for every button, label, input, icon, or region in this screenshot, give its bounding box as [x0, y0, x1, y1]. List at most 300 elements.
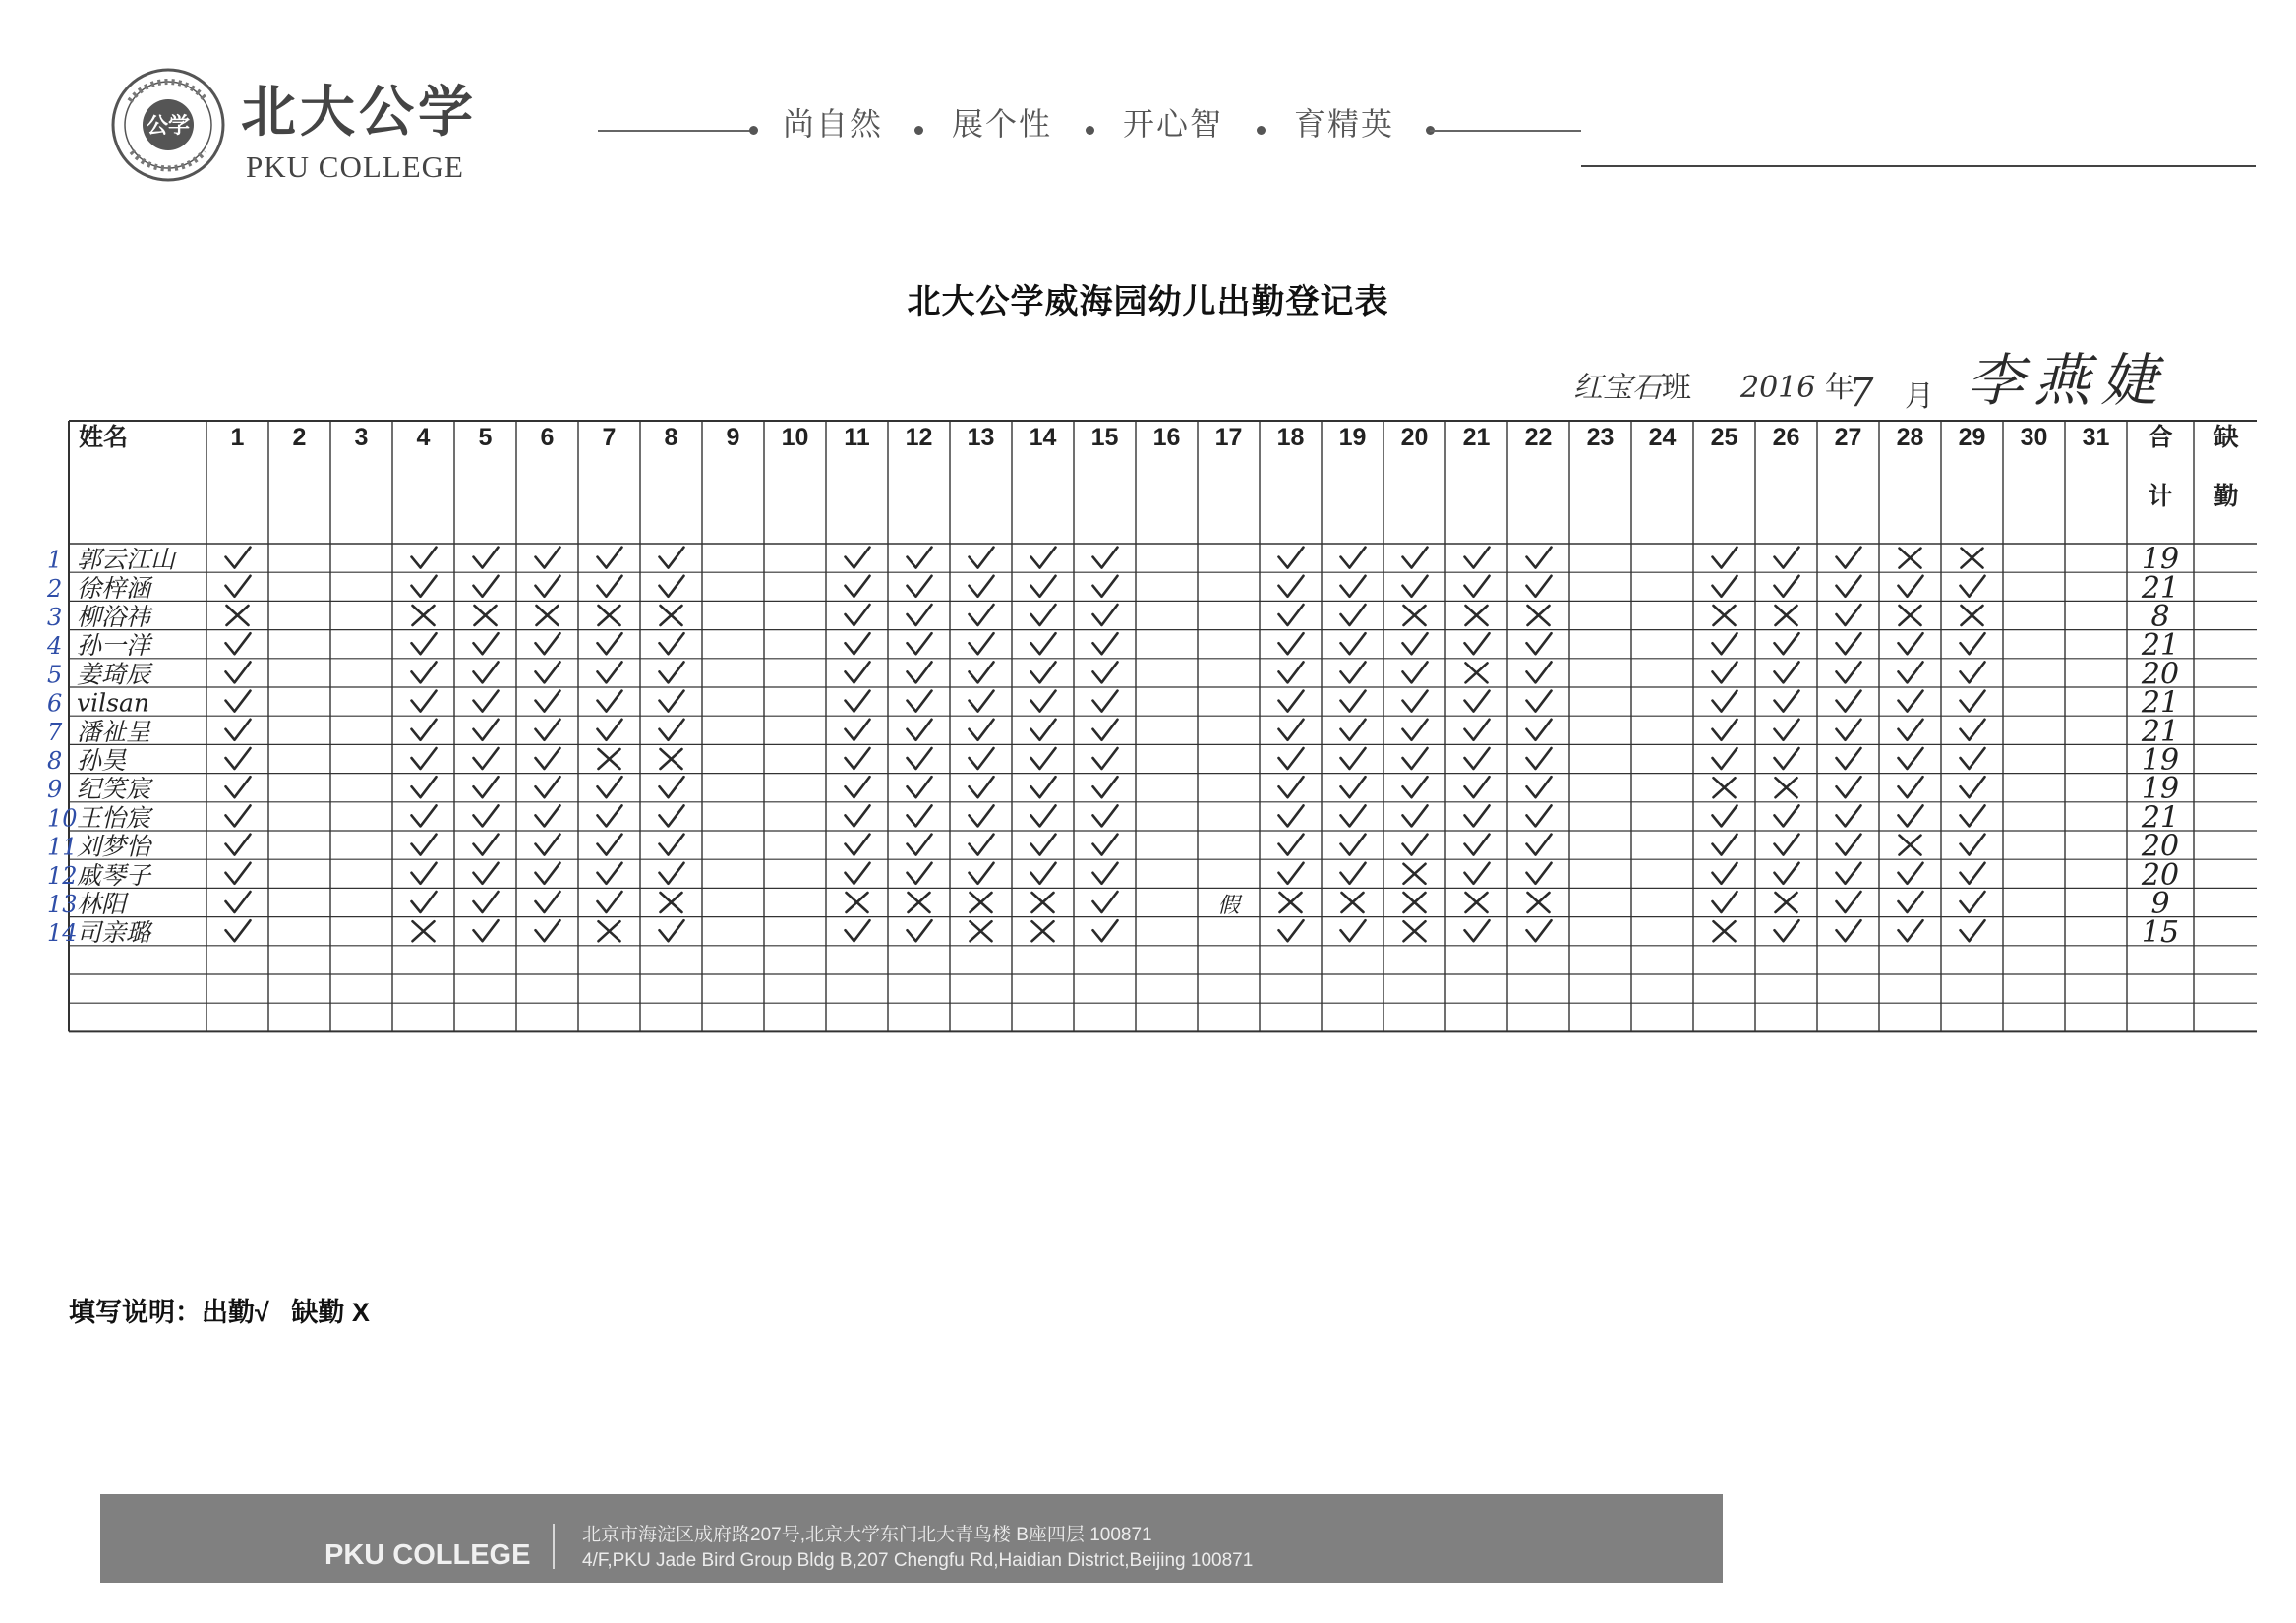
page-title: 北大公学威海园幼儿出勤登记表	[907, 283, 1389, 320]
present-check-mark	[1279, 691, 1304, 712]
present-check-mark	[1961, 835, 1985, 855]
present-check-mark	[846, 748, 870, 769]
present-check-mark	[536, 748, 560, 769]
student-name: vilsan	[77, 688, 149, 718]
absent-cross-mark	[413, 921, 435, 941]
present-check-mark	[1899, 691, 1923, 712]
student-name: 林阳	[77, 890, 127, 918]
present-check-mark	[1713, 748, 1737, 769]
absent-cross-mark	[599, 921, 620, 941]
present-check-mark	[1279, 863, 1304, 884]
present-check-mark	[1341, 691, 1366, 712]
present-check-mark	[474, 777, 499, 797]
day-header-30: 30	[2020, 424, 2048, 451]
day-header-14: 14	[1029, 424, 1057, 451]
present-check-mark	[1403, 548, 1428, 568]
present-check-mark	[1775, 835, 1799, 855]
present-check-mark	[474, 835, 499, 855]
day-header-13: 13	[967, 424, 995, 451]
day-header-26: 26	[1772, 424, 1800, 451]
absent-cross-mark	[1900, 836, 1921, 855]
row-number: 2	[47, 574, 63, 603]
present-check-mark	[1403, 805, 1428, 826]
present-check-mark	[1527, 863, 1552, 884]
present-check-mark	[1465, 748, 1490, 769]
present-check-mark	[846, 835, 870, 855]
present-check-mark	[1837, 548, 1861, 568]
student-name: 刘梦怡	[77, 832, 151, 861]
row-total: 20	[2141, 857, 2180, 893]
student-name: 徐梓涵	[77, 573, 151, 603]
present-check-mark	[1279, 548, 1304, 568]
present-check-mark	[908, 920, 932, 941]
present-check-mark	[970, 863, 994, 884]
absent-cross-mark	[1714, 921, 1736, 941]
row-total: 21	[2141, 800, 2180, 836]
present-check-mark	[1837, 892, 1861, 912]
present-check-mark	[1961, 720, 1985, 740]
present-check-mark	[598, 662, 622, 682]
present-check-mark	[1961, 920, 1985, 941]
present-check-mark	[412, 805, 437, 826]
present-check-mark	[1837, 576, 1861, 597]
row-number: 4	[47, 632, 63, 661]
present-check-mark	[970, 691, 994, 712]
present-check-mark	[536, 892, 560, 912]
present-check-mark	[474, 662, 499, 682]
present-check-mark	[1279, 576, 1304, 597]
present-check-mark	[226, 748, 251, 769]
row-number: 8	[47, 747, 63, 775]
present-check-mark	[1031, 720, 1056, 740]
present-check-mark	[226, 633, 251, 654]
present-check-mark	[660, 720, 684, 740]
present-check-mark	[1961, 691, 1985, 712]
present-check-mark	[474, 892, 499, 912]
present-check-mark	[1093, 633, 1118, 654]
present-check-mark	[474, 633, 499, 654]
present-check-mark	[1899, 720, 1923, 740]
present-check-mark	[598, 548, 622, 568]
day-header-27: 27	[1834, 424, 1862, 451]
present-check-mark	[1341, 777, 1366, 797]
present-check-mark	[1961, 662, 1985, 682]
row-total: 15	[2141, 915, 2180, 951]
day-header-28: 28	[1896, 424, 1924, 451]
absent-cross-mark	[847, 893, 868, 912]
present-check-mark	[970, 576, 994, 597]
present-check-mark	[1527, 548, 1552, 568]
present-check-mark	[846, 691, 870, 712]
present-check-mark	[846, 576, 870, 597]
present-check-mark	[1341, 576, 1366, 597]
row-number: 10	[47, 804, 78, 833]
motto-word-3: 开心智	[1123, 106, 1224, 142]
row-number: 5	[47, 661, 63, 689]
present-check-mark	[908, 662, 932, 682]
absent-cross-mark	[1528, 893, 1550, 912]
present-check-mark	[1403, 576, 1428, 597]
class-suffix: 班	[1662, 371, 1691, 405]
present-check-mark	[1713, 662, 1737, 682]
present-check-mark	[1527, 805, 1552, 826]
present-check-mark	[1527, 777, 1552, 797]
present-check-mark	[846, 805, 870, 826]
present-check-mark	[1403, 777, 1428, 797]
present-check-mark	[1031, 662, 1056, 682]
present-check-mark	[1713, 835, 1737, 855]
day-header-19: 19	[1338, 424, 1367, 451]
present-check-mark	[1403, 748, 1428, 769]
absent-cross-mark	[1404, 921, 1426, 941]
absent-cross-mark	[599, 606, 620, 625]
present-check-mark	[226, 576, 251, 597]
present-check-mark	[1403, 835, 1428, 855]
present-check-mark	[226, 720, 251, 740]
present-check-mark	[1093, 548, 1118, 568]
row-total: 21	[2141, 628, 2180, 664]
present-check-mark	[1899, 777, 1923, 797]
present-check-mark	[970, 633, 994, 654]
present-check-mark	[1899, 805, 1923, 826]
present-check-mark	[598, 805, 622, 826]
present-check-mark	[1341, 920, 1366, 941]
note-present: 出勤√	[202, 1298, 269, 1327]
row-total: 21	[2141, 570, 2180, 606]
present-check-mark	[1093, 892, 1118, 912]
present-check-mark	[1341, 748, 1366, 769]
year-suffix: 年	[1824, 371, 1854, 405]
day-header-23: 23	[1586, 424, 1615, 451]
present-check-mark	[598, 835, 622, 855]
present-check-mark	[660, 576, 684, 597]
student-name: 王怡宸	[77, 803, 151, 833]
day-header-15: 15	[1090, 424, 1119, 451]
day-header-17: 17	[1214, 424, 1243, 451]
day-header-8: 8	[664, 424, 678, 451]
absent-cross-mark	[1962, 606, 1983, 625]
present-check-mark	[970, 748, 994, 769]
present-check-mark	[970, 720, 994, 740]
absent-cross-mark	[1776, 778, 1797, 797]
row-number: 13	[47, 891, 78, 918]
present-check-mark	[598, 691, 622, 712]
student-name: 潘祉呈	[77, 717, 151, 746]
month-suffix: 月	[1905, 379, 1934, 414]
present-check-mark	[1341, 605, 1366, 625]
present-check-mark	[1341, 863, 1366, 884]
present-check-mark	[1775, 576, 1799, 597]
day-header-3: 3	[354, 424, 369, 451]
footer-band	[100, 1494, 1723, 1583]
present-check-mark	[660, 662, 684, 682]
present-check-mark	[412, 691, 437, 712]
present-check-mark	[226, 863, 251, 884]
present-check-mark	[970, 777, 994, 797]
present-check-mark	[1341, 548, 1366, 568]
day-header-4: 4	[416, 424, 431, 451]
absent-cross-mark	[1466, 606, 1488, 625]
present-check-mark	[536, 777, 560, 797]
absent-cross-mark	[1404, 864, 1426, 884]
present-check-mark	[1279, 835, 1304, 855]
day-header-25: 25	[1710, 424, 1738, 451]
present-check-mark	[536, 548, 560, 568]
present-check-mark	[474, 691, 499, 712]
present-check-mark	[908, 777, 932, 797]
present-check-mark	[846, 920, 870, 941]
present-check-mark	[1279, 920, 1304, 941]
day-header-7: 7	[602, 424, 617, 451]
present-check-mark	[226, 777, 251, 797]
present-check-mark	[536, 835, 560, 855]
present-check-mark	[1465, 720, 1490, 740]
absent-cross-mark	[1032, 893, 1054, 912]
absent-cross-mark	[1342, 893, 1364, 912]
row-number: 9	[47, 776, 63, 804]
present-check-mark	[1465, 835, 1490, 855]
present-check-mark	[1775, 920, 1799, 941]
day-header-9: 9	[726, 424, 740, 451]
present-check-mark	[1279, 662, 1304, 682]
logo-seal-text: 公学	[146, 113, 191, 139]
present-check-mark	[1031, 805, 1056, 826]
present-check-mark	[1403, 662, 1428, 682]
present-check-mark	[412, 720, 437, 740]
present-check-mark	[1961, 777, 1985, 797]
present-check-mark	[1961, 892, 1985, 912]
present-check-mark	[1279, 777, 1304, 797]
absent-cross-mark	[1776, 606, 1797, 625]
absent-cross-mark	[413, 606, 435, 625]
present-check-mark	[1465, 633, 1490, 654]
present-check-mark	[1031, 576, 1056, 597]
present-check-mark	[1527, 748, 1552, 769]
present-check-mark	[1031, 548, 1056, 568]
present-check-mark	[1031, 605, 1056, 625]
present-check-mark	[1279, 633, 1304, 654]
present-check-mark	[1899, 892, 1923, 912]
footer-address-en: 4/F,PKU Jade Bird Group Bldg B,207 Chengfu Rd,Haidian District,Beijing 100871	[582, 1550, 1254, 1571]
total-header-2: 计	[2148, 483, 2173, 510]
present-check-mark	[1279, 748, 1304, 769]
present-check-mark	[1961, 748, 1985, 769]
present-check-mark	[598, 863, 622, 884]
present-check-mark	[846, 605, 870, 625]
present-check-mark	[1837, 805, 1861, 826]
day-header-24: 24	[1648, 424, 1677, 451]
present-check-mark	[1403, 633, 1428, 654]
present-check-mark	[1093, 805, 1118, 826]
row-total: 20	[2141, 829, 2180, 864]
present-check-mark	[846, 662, 870, 682]
student-name: 柳浴祎	[77, 603, 151, 631]
row-number: 7	[47, 718, 63, 746]
present-check-mark	[474, 576, 499, 597]
day-header-10: 10	[781, 424, 809, 451]
row-total: 21	[2141, 685, 2180, 721]
absent-cross-mark	[1280, 893, 1302, 912]
present-check-mark	[1031, 777, 1056, 797]
day-header-2: 2	[292, 424, 307, 451]
present-check-mark	[970, 605, 994, 625]
name-header: 姓名	[79, 424, 129, 451]
day-header-18: 18	[1276, 424, 1305, 451]
absent-cross-mark	[599, 749, 620, 769]
fill-instructions	[69, 1300, 370, 1326]
present-check-mark	[1837, 777, 1861, 797]
present-check-mark	[1527, 662, 1552, 682]
present-check-mark	[1465, 691, 1490, 712]
present-check-mark	[1837, 691, 1861, 712]
absent-cross-mark	[1900, 549, 1921, 568]
present-check-mark	[1527, 920, 1552, 941]
present-check-mark	[660, 548, 684, 568]
note-label: 填写说明：	[69, 1298, 202, 1327]
student-name: 纪笑宸	[77, 775, 151, 804]
present-check-mark	[846, 720, 870, 740]
present-check-mark	[1093, 920, 1118, 941]
present-check-mark	[412, 548, 437, 568]
present-check-mark	[1465, 920, 1490, 941]
absent-cross-mark	[971, 921, 992, 941]
day-header-20: 20	[1400, 424, 1429, 451]
present-check-mark	[1837, 863, 1861, 884]
present-check-mark	[412, 576, 437, 597]
present-check-mark	[1031, 863, 1056, 884]
absent-cross-mark	[1714, 606, 1736, 625]
row-number: 1	[47, 546, 63, 574]
total-header-1: 合	[2148, 424, 2173, 451]
present-check-mark	[598, 576, 622, 597]
present-check-mark	[474, 548, 499, 568]
day-header-11: 11	[844, 424, 870, 451]
present-check-mark	[1031, 691, 1056, 712]
present-check-mark	[1093, 748, 1118, 769]
absent-cross-mark	[1776, 893, 1797, 912]
present-check-mark	[536, 662, 560, 682]
absent-cross-mark	[661, 749, 682, 769]
present-check-mark	[1961, 633, 1985, 654]
present-check-mark	[1341, 835, 1366, 855]
present-check-mark	[1341, 720, 1366, 740]
present-check-mark	[1465, 777, 1490, 797]
present-check-mark	[660, 863, 684, 884]
present-check-mark	[1527, 720, 1552, 740]
present-check-mark	[1899, 633, 1923, 654]
present-check-mark	[908, 605, 932, 625]
present-check-mark	[226, 662, 251, 682]
present-check-mark	[226, 691, 251, 712]
present-check-mark	[412, 835, 437, 855]
note-absent: 缺勤 X	[291, 1298, 370, 1327]
present-check-mark	[598, 777, 622, 797]
present-check-mark	[412, 892, 437, 912]
present-check-mark	[1775, 548, 1799, 568]
present-check-mark	[1713, 863, 1737, 884]
day-header-31: 31	[2082, 424, 2110, 451]
month-value: 7	[1849, 371, 1874, 416]
row-total: 19	[2141, 542, 2180, 577]
present-check-mark	[1961, 576, 1985, 597]
absent-cross-mark	[1404, 606, 1426, 625]
present-check-mark	[1961, 805, 1985, 826]
present-check-mark	[970, 805, 994, 826]
present-check-mark	[412, 863, 437, 884]
absent-cross-mark	[537, 606, 559, 625]
present-check-mark	[970, 835, 994, 855]
present-check-mark	[1899, 576, 1923, 597]
present-check-mark	[1403, 691, 1428, 712]
present-check-mark	[598, 633, 622, 654]
present-check-mark	[1899, 748, 1923, 769]
logo-text-cn: 北大公学	[241, 80, 477, 145]
row-number: 11	[47, 833, 78, 861]
present-check-mark	[598, 892, 622, 912]
present-check-mark	[598, 720, 622, 740]
present-check-mark	[1465, 576, 1490, 597]
present-check-mark	[536, 720, 560, 740]
present-check-mark	[226, 805, 251, 826]
present-check-mark	[1093, 691, 1118, 712]
present-check-mark	[1961, 863, 1985, 884]
present-check-mark	[1279, 805, 1304, 826]
row-total: 9	[2150, 887, 2170, 921]
present-check-mark	[412, 748, 437, 769]
absent-cross-mark	[1900, 606, 1921, 625]
absent-cross-mark	[1032, 921, 1054, 941]
present-check-mark	[1899, 662, 1923, 682]
row-total: 19	[2141, 772, 2180, 807]
present-check-mark	[1899, 920, 1923, 941]
row-number: 12	[47, 861, 78, 890]
present-check-mark	[1775, 720, 1799, 740]
day-header-5: 5	[478, 424, 493, 451]
present-check-mark	[536, 863, 560, 884]
row-total: 8	[2150, 600, 2170, 634]
row-number: 6	[47, 689, 63, 718]
present-check-mark	[226, 548, 251, 568]
present-check-mark	[908, 633, 932, 654]
absent-cross-mark	[227, 606, 249, 625]
present-check-mark	[1093, 605, 1118, 625]
present-check-mark	[846, 777, 870, 797]
present-check-mark	[1341, 662, 1366, 682]
present-check-mark	[1775, 691, 1799, 712]
row-number: 3	[47, 604, 63, 631]
present-check-mark	[908, 863, 932, 884]
row-total: 19	[2141, 743, 2180, 778]
present-check-mark	[1465, 863, 1490, 884]
absent-cross-mark	[1714, 778, 1736, 797]
present-check-mark	[660, 633, 684, 654]
present-check-mark	[908, 805, 932, 826]
absent-cross-mark	[1404, 893, 1426, 912]
present-check-mark	[846, 863, 870, 884]
present-check-mark	[660, 920, 684, 941]
present-check-mark	[1775, 633, 1799, 654]
footer-address-cn: 北京市海淀区成府路207号,北京大学东门北大青鸟楼 B座四层 100871	[582, 1525, 1152, 1545]
present-check-mark	[474, 920, 499, 941]
present-check-mark	[1093, 777, 1118, 797]
present-check-mark	[1713, 548, 1737, 568]
present-check-mark	[1775, 805, 1799, 826]
absent-cross-mark	[1528, 606, 1550, 625]
absent-cross-mark	[1962, 549, 1983, 568]
present-check-mark	[1279, 720, 1304, 740]
present-check-mark	[1713, 720, 1737, 740]
footer-separator	[553, 1524, 555, 1569]
